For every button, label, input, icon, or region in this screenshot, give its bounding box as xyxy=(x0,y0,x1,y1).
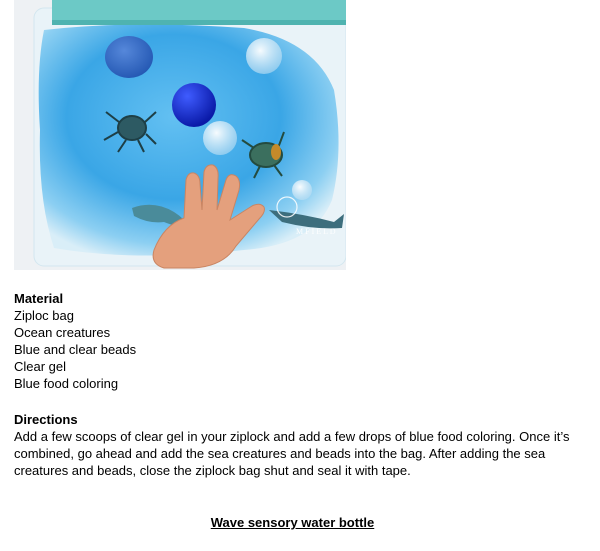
sensory-bag-illustration xyxy=(14,0,346,270)
material-heading: Material xyxy=(14,291,64,306)
material-item: Ziploc bag xyxy=(14,308,74,323)
material-item: Blue and clear beads xyxy=(14,342,137,357)
sensory-bag-photo xyxy=(14,0,346,270)
material-item: Ocean creatures xyxy=(14,325,111,340)
material-section xyxy=(14,290,586,392)
footer-title: Wave sensory water bottle xyxy=(210,515,375,530)
material-item: Blue food coloring xyxy=(14,376,119,391)
material-item: Clear gel xyxy=(14,359,67,374)
directions-section xyxy=(14,411,586,479)
directions-heading: Directions xyxy=(14,412,78,427)
directions-text: Add a few scoops of clear gel in your ziplock and add a few drops of blue food coloring. Once it’s combined, go ahead and add the sea creatures and beads into the bag. After adding the sea creatures and beads, close the ziplock bag shut and seal it with tape. xyxy=(14,429,570,478)
photo-watermark: M F I E L D xyxy=(296,227,336,236)
